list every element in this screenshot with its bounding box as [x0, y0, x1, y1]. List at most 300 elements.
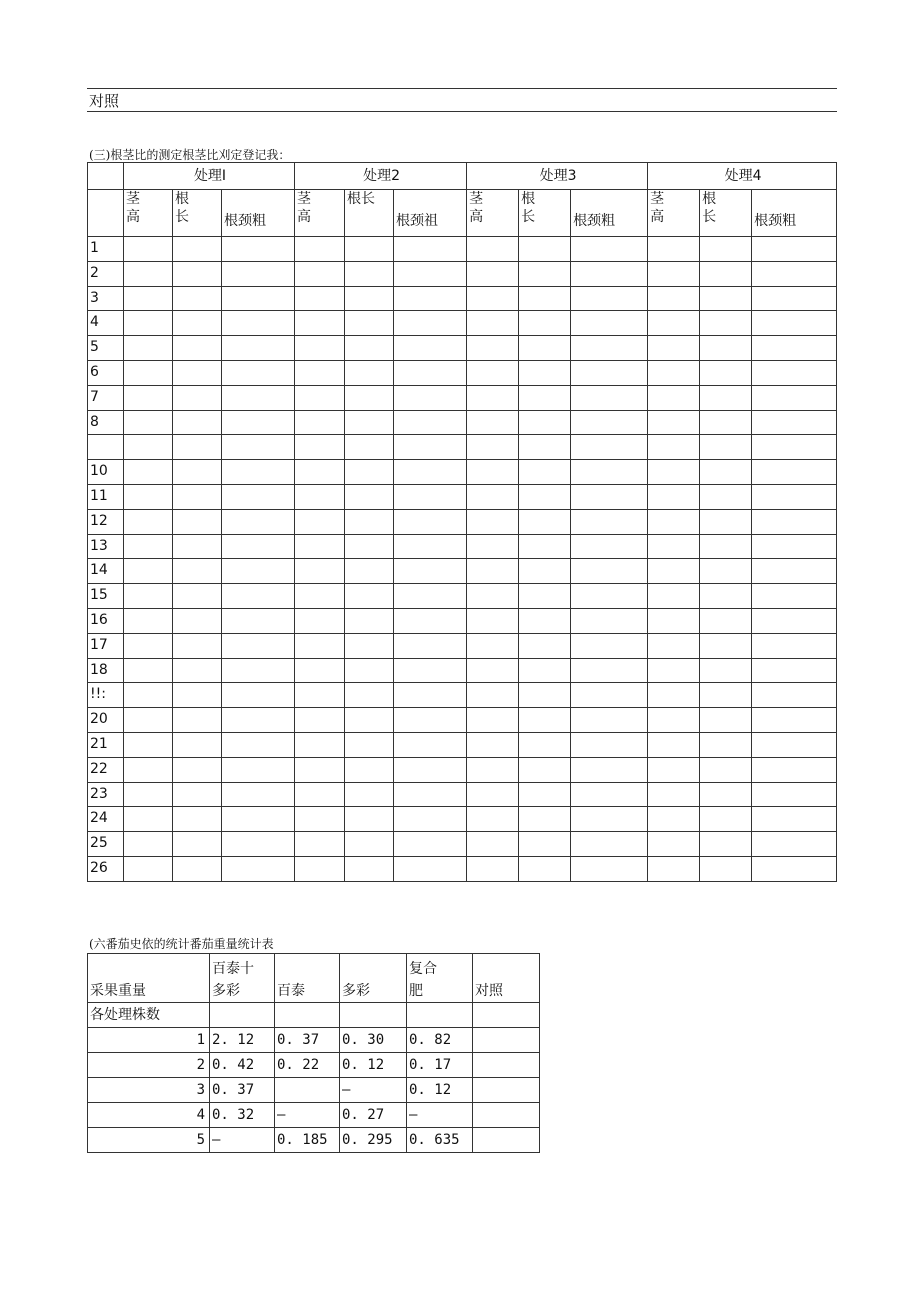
data-cell[interactable] — [394, 311, 467, 336]
data-cell[interactable] — [394, 286, 467, 311]
data-cell[interactable] — [124, 261, 173, 286]
data-cell[interactable] — [295, 559, 345, 584]
data-cell[interactable] — [648, 360, 700, 385]
data-cell[interactable] — [173, 534, 222, 559]
data-cell[interactable] — [752, 435, 837, 460]
weight-value[interactable] — [340, 1103, 407, 1128]
data-cell[interactable] — [467, 757, 519, 782]
data-cell[interactable] — [519, 435, 571, 460]
data-cell[interactable] — [173, 460, 222, 485]
data-cell[interactable] — [752, 608, 837, 633]
data-cell[interactable] — [467, 385, 519, 410]
data-cell[interactable] — [222, 757, 295, 782]
data-cell[interactable] — [700, 460, 752, 485]
data-cell[interactable] — [222, 683, 295, 708]
weight-value[interactable] — [473, 1028, 540, 1053]
data-cell[interactable] — [124, 435, 173, 460]
data-cell[interactable] — [700, 385, 752, 410]
data-cell[interactable] — [394, 757, 467, 782]
data-cell[interactable] — [222, 559, 295, 584]
weight-value[interactable] — [340, 1028, 407, 1053]
data-cell[interactable] — [467, 509, 519, 534]
data-cell[interactable] — [571, 584, 648, 609]
data-cell[interactable] — [700, 311, 752, 336]
data-cell[interactable] — [752, 261, 837, 286]
data-cell[interactable] — [394, 360, 467, 385]
data-cell[interactable] — [648, 261, 700, 286]
data-cell[interactable] — [519, 484, 571, 509]
data-cell[interactable] — [700, 757, 752, 782]
data-cell[interactable] — [345, 435, 394, 460]
data-cell[interactable] — [467, 261, 519, 286]
data-cell[interactable] — [700, 435, 752, 460]
weight-value[interactable] — [473, 1078, 540, 1103]
data-cell[interactable] — [394, 584, 467, 609]
data-cell[interactable] — [124, 807, 173, 832]
data-cell[interactable] — [394, 484, 467, 509]
data-cell[interactable] — [345, 633, 394, 658]
data-cell[interactable] — [519, 658, 571, 683]
data-cell[interactable] — [173, 683, 222, 708]
data-cell[interactable] — [394, 856, 467, 881]
data-cell[interactable] — [467, 237, 519, 262]
data-cell[interactable] — [222, 484, 295, 509]
weight-value[interactable] — [275, 1028, 340, 1053]
weight-value[interactable] — [210, 1103, 275, 1128]
data-cell[interactable] — [648, 311, 700, 336]
data-cell[interactable] — [295, 534, 345, 559]
data-cell[interactable] — [571, 832, 648, 857]
data-cell[interactable] — [345, 311, 394, 336]
data-cell[interactable] — [222, 336, 295, 361]
data-cell[interactable] — [394, 608, 467, 633]
data-cell[interactable] — [648, 633, 700, 658]
data-cell[interactable] — [295, 658, 345, 683]
data-cell[interactable] — [173, 633, 222, 658]
data-cell[interactable] — [752, 832, 837, 857]
data-cell[interactable] — [394, 633, 467, 658]
data-cell[interactable] — [345, 658, 394, 683]
data-cell[interactable] — [345, 534, 394, 559]
data-cell[interactable] — [124, 633, 173, 658]
data-cell[interactable] — [173, 832, 222, 857]
data-cell[interactable] — [394, 410, 467, 435]
data-cell[interactable] — [394, 435, 467, 460]
data-cell[interactable] — [295, 435, 345, 460]
data-cell[interactable] — [394, 385, 467, 410]
data-cell[interactable] — [519, 410, 571, 435]
data-cell[interactable] — [571, 460, 648, 485]
weight-value[interactable] — [210, 1028, 275, 1053]
data-cell[interactable] — [124, 360, 173, 385]
data-cell[interactable] — [648, 484, 700, 509]
data-cell[interactable] — [752, 484, 837, 509]
data-cell[interactable] — [571, 559, 648, 584]
data-cell[interactable] — [173, 584, 222, 609]
data-cell[interactable] — [648, 683, 700, 708]
data-cell[interactable] — [124, 286, 173, 311]
data-cell[interactable] — [222, 732, 295, 757]
data-cell[interactable] — [222, 633, 295, 658]
data-cell[interactable] — [173, 782, 222, 807]
data-cell[interactable] — [752, 782, 837, 807]
data-cell[interactable] — [173, 732, 222, 757]
data-cell[interactable] — [124, 782, 173, 807]
data-cell[interactable] — [124, 336, 173, 361]
data-cell[interactable] — [295, 311, 345, 336]
weight-value[interactable] — [407, 1053, 473, 1078]
data-cell[interactable] — [124, 559, 173, 584]
weight-value[interactable] — [210, 1128, 275, 1153]
data-cell[interactable] — [467, 608, 519, 633]
data-cell[interactable] — [345, 336, 394, 361]
data-cell[interactable] — [752, 658, 837, 683]
data-cell[interactable] — [345, 732, 394, 757]
data-cell[interactable] — [173, 856, 222, 881]
data-cell[interactable] — [295, 360, 345, 385]
data-cell[interactable] — [222, 410, 295, 435]
data-cell[interactable] — [519, 286, 571, 311]
data-cell[interactable] — [467, 683, 519, 708]
data-cell[interactable] — [295, 286, 345, 311]
data-cell[interactable] — [345, 484, 394, 509]
data-cell[interactable] — [222, 286, 295, 311]
data-cell[interactable] — [295, 608, 345, 633]
data-cell[interactable] — [571, 782, 648, 807]
data-cell[interactable] — [173, 807, 222, 832]
data-cell[interactable] — [648, 757, 700, 782]
data-cell[interactable] — [519, 608, 571, 633]
data-cell[interactable] — [295, 807, 345, 832]
data-cell[interactable] — [124, 534, 173, 559]
data-cell[interactable] — [648, 708, 700, 733]
data-cell[interactable] — [752, 360, 837, 385]
data-cell[interactable] — [571, 608, 648, 633]
weight-value[interactable] — [275, 1078, 340, 1103]
data-cell[interactable] — [124, 658, 173, 683]
data-cell[interactable] — [519, 683, 571, 708]
data-cell[interactable] — [394, 807, 467, 832]
data-cell[interactable] — [700, 534, 752, 559]
data-cell[interactable] — [700, 509, 752, 534]
data-cell[interactable] — [394, 832, 467, 857]
data-cell[interactable] — [700, 237, 752, 262]
data-cell[interactable] — [222, 311, 295, 336]
data-cell[interactable] — [571, 385, 648, 410]
data-cell[interactable] — [752, 633, 837, 658]
data-cell[interactable] — [345, 559, 394, 584]
data-cell[interactable] — [124, 385, 173, 410]
data-cell[interactable] — [571, 360, 648, 385]
data-cell[interactable] — [345, 509, 394, 534]
data-cell[interactable] — [648, 286, 700, 311]
data-cell[interactable] — [295, 832, 345, 857]
data-cell[interactable] — [345, 410, 394, 435]
data-cell[interactable] — [295, 261, 345, 286]
data-cell[interactable] — [571, 237, 648, 262]
data-cell[interactable] — [519, 633, 571, 658]
data-cell[interactable] — [173, 311, 222, 336]
weight-value[interactable] — [407, 1028, 473, 1053]
data-cell[interactable] — [467, 782, 519, 807]
data-cell[interactable] — [571, 708, 648, 733]
data-cell[interactable] — [222, 460, 295, 485]
data-cell[interactable] — [222, 608, 295, 633]
data-cell[interactable] — [467, 559, 519, 584]
data-cell[interactable] — [571, 633, 648, 658]
data-cell[interactable] — [519, 360, 571, 385]
data-cell[interactable] — [467, 832, 519, 857]
data-cell[interactable] — [752, 683, 837, 708]
data-cell[interactable] — [571, 286, 648, 311]
data-cell[interactable] — [124, 460, 173, 485]
data-cell[interactable] — [519, 856, 571, 881]
weight-value[interactable] — [473, 1053, 540, 1078]
data-cell[interactable] — [295, 336, 345, 361]
data-cell[interactable] — [124, 410, 173, 435]
data-cell[interactable] — [394, 658, 467, 683]
data-cell[interactable] — [648, 658, 700, 683]
data-cell[interactable] — [467, 534, 519, 559]
data-cell[interactable] — [394, 460, 467, 485]
data-cell[interactable] — [222, 385, 295, 410]
data-cell[interactable] — [345, 708, 394, 733]
data-cell[interactable] — [124, 584, 173, 609]
data-cell[interactable] — [700, 856, 752, 881]
data-cell[interactable] — [700, 683, 752, 708]
data-cell[interactable] — [345, 782, 394, 807]
data-cell[interactable] — [571, 311, 648, 336]
data-cell[interactable] — [700, 782, 752, 807]
data-cell[interactable] — [648, 509, 700, 534]
data-cell[interactable] — [295, 584, 345, 609]
data-cell[interactable] — [519, 311, 571, 336]
data-cell[interactable] — [648, 856, 700, 881]
data-cell[interactable] — [222, 807, 295, 832]
data-cell[interactable] — [124, 608, 173, 633]
data-cell[interactable] — [700, 286, 752, 311]
data-cell[interactable] — [752, 807, 837, 832]
data-cell[interactable] — [648, 336, 700, 361]
data-cell[interactable] — [295, 732, 345, 757]
data-cell[interactable] — [571, 856, 648, 881]
data-cell[interactable] — [648, 410, 700, 435]
data-cell[interactable] — [752, 237, 837, 262]
data-cell[interactable] — [752, 410, 837, 435]
data-cell[interactable] — [648, 782, 700, 807]
data-cell[interactable] — [571, 534, 648, 559]
data-cell[interactable] — [519, 732, 571, 757]
data-cell[interactable] — [394, 559, 467, 584]
data-cell[interactable] — [345, 385, 394, 410]
data-cell[interactable] — [648, 584, 700, 609]
data-cell[interactable] — [394, 509, 467, 534]
data-cell[interactable] — [519, 261, 571, 286]
data-cell[interactable] — [124, 708, 173, 733]
data-cell[interactable] — [467, 360, 519, 385]
data-cell[interactable] — [173, 484, 222, 509]
data-cell[interactable] — [519, 534, 571, 559]
data-cell[interactable] — [700, 360, 752, 385]
weight-value[interactable] — [210, 1078, 275, 1103]
weight-value[interactable] — [275, 1053, 340, 1078]
data-cell[interactable] — [571, 410, 648, 435]
data-cell[interactable] — [473, 1003, 540, 1028]
data-cell[interactable] — [124, 311, 173, 336]
data-cell[interactable] — [345, 237, 394, 262]
data-cell[interactable] — [394, 782, 467, 807]
data-cell[interactable] — [173, 559, 222, 584]
data-cell[interactable] — [752, 757, 837, 782]
data-cell[interactable] — [124, 732, 173, 757]
weight-value[interactable] — [340, 1078, 407, 1103]
data-cell[interactable] — [752, 336, 837, 361]
data-cell[interactable] — [700, 732, 752, 757]
weight-value[interactable] — [473, 1103, 540, 1128]
weight-value[interactable] — [340, 1128, 407, 1153]
weight-value[interactable] — [407, 1078, 473, 1103]
data-cell[interactable] — [700, 832, 752, 857]
data-cell[interactable] — [752, 856, 837, 881]
data-cell[interactable] — [222, 534, 295, 559]
data-cell[interactable] — [752, 286, 837, 311]
data-cell[interactable] — [752, 559, 837, 584]
data-cell[interactable] — [394, 237, 467, 262]
data-cell[interactable] — [700, 484, 752, 509]
data-cell[interactable] — [571, 732, 648, 757]
data-cell[interactable] — [648, 608, 700, 633]
data-cell[interactable] — [519, 757, 571, 782]
data-cell[interactable] — [648, 534, 700, 559]
data-cell[interactable] — [648, 732, 700, 757]
data-cell[interactable] — [295, 782, 345, 807]
data-cell[interactable] — [124, 856, 173, 881]
data-cell[interactable] — [345, 584, 394, 609]
data-cell[interactable] — [700, 658, 752, 683]
data-cell[interactable] — [173, 410, 222, 435]
data-cell[interactable] — [519, 385, 571, 410]
data-cell[interactable] — [173, 757, 222, 782]
data-cell[interactable] — [173, 435, 222, 460]
data-cell[interactable] — [173, 360, 222, 385]
data-cell[interactable] — [222, 509, 295, 534]
data-cell[interactable] — [700, 633, 752, 658]
data-cell[interactable] — [295, 484, 345, 509]
data-cell[interactable] — [752, 534, 837, 559]
weight-value[interactable] — [340, 1053, 407, 1078]
data-cell[interactable] — [295, 708, 345, 733]
data-cell[interactable] — [173, 237, 222, 262]
data-cell[interactable] — [210, 1003, 275, 1028]
data-cell[interactable] — [467, 286, 519, 311]
data-cell[interactable] — [467, 732, 519, 757]
data-cell[interactable] — [222, 237, 295, 262]
data-cell[interactable] — [345, 608, 394, 633]
data-cell[interactable] — [295, 757, 345, 782]
data-cell[interactable] — [648, 460, 700, 485]
data-cell[interactable] — [173, 708, 222, 733]
data-cell[interactable] — [571, 509, 648, 534]
data-cell[interactable] — [222, 856, 295, 881]
data-cell[interactable] — [648, 832, 700, 857]
data-cell[interactable] — [571, 658, 648, 683]
data-cell[interactable] — [571, 683, 648, 708]
data-cell[interactable] — [519, 559, 571, 584]
data-cell[interactable] — [295, 237, 345, 262]
data-cell[interactable] — [648, 559, 700, 584]
data-cell[interactable] — [345, 807, 394, 832]
data-cell[interactable] — [467, 633, 519, 658]
data-cell[interactable] — [519, 832, 571, 857]
data-cell[interactable] — [295, 633, 345, 658]
data-cell[interactable] — [467, 658, 519, 683]
data-cell[interactable] — [752, 460, 837, 485]
data-cell[interactable] — [394, 732, 467, 757]
data-cell[interactable] — [571, 807, 648, 832]
data-cell[interactable] — [394, 708, 467, 733]
data-cell[interactable] — [648, 385, 700, 410]
data-cell[interactable] — [571, 757, 648, 782]
data-cell[interactable] — [295, 460, 345, 485]
data-cell[interactable] — [519, 237, 571, 262]
data-cell[interactable] — [124, 832, 173, 857]
data-cell[interactable] — [700, 584, 752, 609]
data-cell[interactable] — [295, 410, 345, 435]
data-cell[interactable] — [467, 584, 519, 609]
data-cell[interactable] — [394, 336, 467, 361]
data-cell[interactable] — [700, 410, 752, 435]
data-cell[interactable] — [519, 807, 571, 832]
data-cell[interactable] — [752, 584, 837, 609]
data-cell[interactable] — [222, 782, 295, 807]
weight-value[interactable] — [407, 1128, 473, 1153]
data-cell[interactable] — [222, 832, 295, 857]
data-cell[interactable] — [700, 336, 752, 361]
data-cell[interactable] — [752, 732, 837, 757]
data-cell[interactable] — [571, 261, 648, 286]
weight-value[interactable] — [275, 1103, 340, 1128]
data-cell[interactable] — [124, 484, 173, 509]
data-cell[interactable] — [295, 856, 345, 881]
data-cell[interactable] — [295, 683, 345, 708]
data-cell[interactable] — [467, 435, 519, 460]
data-cell[interactable] — [519, 584, 571, 609]
data-cell[interactable] — [173, 509, 222, 534]
data-cell[interactable] — [173, 385, 222, 410]
data-cell[interactable] — [752, 509, 837, 534]
data-cell[interactable] — [700, 708, 752, 733]
data-cell[interactable] — [222, 261, 295, 286]
data-cell[interactable] — [571, 484, 648, 509]
data-cell[interactable] — [222, 435, 295, 460]
data-cell[interactable] — [345, 856, 394, 881]
data-cell[interactable] — [124, 757, 173, 782]
data-cell[interactable] — [752, 311, 837, 336]
data-cell[interactable] — [173, 336, 222, 361]
data-cell[interactable] — [571, 435, 648, 460]
data-cell[interactable] — [467, 484, 519, 509]
data-cell[interactable] — [700, 559, 752, 584]
data-cell[interactable] — [124, 509, 173, 534]
data-cell[interactable] — [467, 460, 519, 485]
data-cell[interactable] — [467, 807, 519, 832]
data-cell[interactable] — [519, 509, 571, 534]
data-cell[interactable] — [295, 385, 345, 410]
data-cell[interactable] — [173, 608, 222, 633]
data-cell[interactable] — [173, 261, 222, 286]
data-cell[interactable] — [345, 832, 394, 857]
data-cell[interactable] — [648, 237, 700, 262]
